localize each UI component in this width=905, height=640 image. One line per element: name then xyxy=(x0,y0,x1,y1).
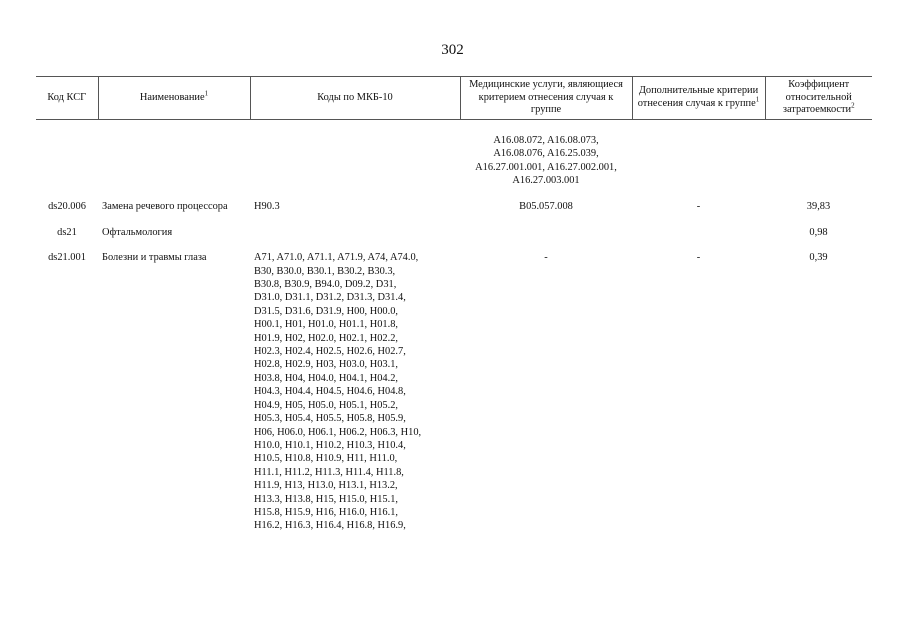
page-number: 302 xyxy=(441,42,464,58)
row-extra-criteria: - xyxy=(696,201,701,213)
header-services: Медицинские услуги, являющиеся критерием отнесения случая к группе xyxy=(460,77,632,120)
footnote-marker: 1 xyxy=(204,89,209,98)
row-code: ds21.001 xyxy=(48,252,86,264)
table-row xyxy=(36,119,872,187)
table-row xyxy=(36,239,872,533)
table-row xyxy=(36,187,872,213)
row-coefficient: 39,83 xyxy=(806,201,831,213)
row-name: Офтальмология xyxy=(102,226,173,238)
row-services: A16.08.072, A16.08.073, A16.08.076, A16.25.039, A16.27.001.001, A16.27.002.001, A16.27.003.001 xyxy=(475,134,617,186)
row-extra-criteria xyxy=(632,119,765,187)
ksg-table xyxy=(36,76,872,533)
row-name xyxy=(98,119,250,187)
table-header xyxy=(36,77,872,120)
row-mkb-codes xyxy=(250,119,460,187)
row-services xyxy=(460,214,632,239)
header-name: Наименование$^1$ xyxy=(98,77,250,120)
row-code: ds20.006 xyxy=(48,201,86,213)
header-mkb: Коды по МКБ-10 xyxy=(250,77,460,120)
header-code: Код КСГ xyxy=(36,77,98,120)
row-mkb-codes xyxy=(250,214,460,239)
row-coefficient xyxy=(765,119,872,187)
row-coefficient: 0,39 xyxy=(809,252,828,264)
header-coefficient: Коэффициент относительной затратоемкости$^2$ xyxy=(765,77,872,120)
table-row xyxy=(36,214,872,239)
row-services: B05.057.008 xyxy=(519,201,573,213)
row-name: Болезни и травмы глаза xyxy=(102,252,207,264)
row-name: Замена речевого процессора xyxy=(102,201,228,213)
ksg-table-container xyxy=(36,76,872,533)
footnote-marker: 2 xyxy=(851,101,855,110)
row-code: ds21 xyxy=(57,226,77,238)
row-mkb-codes: A71, A71.0, A71.1, A71.9, A74, A74.0, B30, B30.0, B30.1, B30.2, B30.3, B30.8, B30.9, B94.0, D09.2, D31, D31.0, D31.1, D31.2, D31.3, D31.4, D31.5, D31.6, D31.9, H00, H00.0, H00.1, H01, H01.0, H01.1, H01.8, H01.9, H02, H02.0, H02.1, H02.2, H02.3, H02.4, H02.5, H02.6, H02.7, H02.8, H02.9, H03, H03.0, H03.1, H03.8, H04, H04.0, H04.1, H04.2, H04.3, H04.4, H04.5, H04.6, H04.8, H04.9, H05, H05.0, H05.1, H05.2, H05.3, H05.4, H05.5, H05.8, H05.9, H06, H06.0, H06.1, H06.2, H06.3, H10, H10.0, H10.1, H10.2, H10.3, H10.4, H10.5, H10.8, H10.9, H11, H11.0, H11.1, H11.2, H11.3, H11.4, H11.8, H11.9, H13, H13.0, H13.1, H13.2, H13.3, H13.8, H15, H15.0, H15.1, H15.8, H15.9, H16, H16.0, H16.1, H16.2, H16.3, H16.4, H16.8, H16.9, xyxy=(254,252,422,532)
row-coefficient: 0,98 xyxy=(809,226,828,238)
row-extra-criteria: - xyxy=(696,252,701,264)
row-extra-criteria xyxy=(632,214,765,239)
footnote-marker: 1 xyxy=(755,95,760,104)
header-extra-criteria: Дополнительные критерии отнесения случая к группе$^1$ xyxy=(632,77,765,120)
row-mkb-codes: H90.3 xyxy=(254,201,280,213)
row-code xyxy=(36,119,98,187)
row-services: - xyxy=(544,252,548,264)
